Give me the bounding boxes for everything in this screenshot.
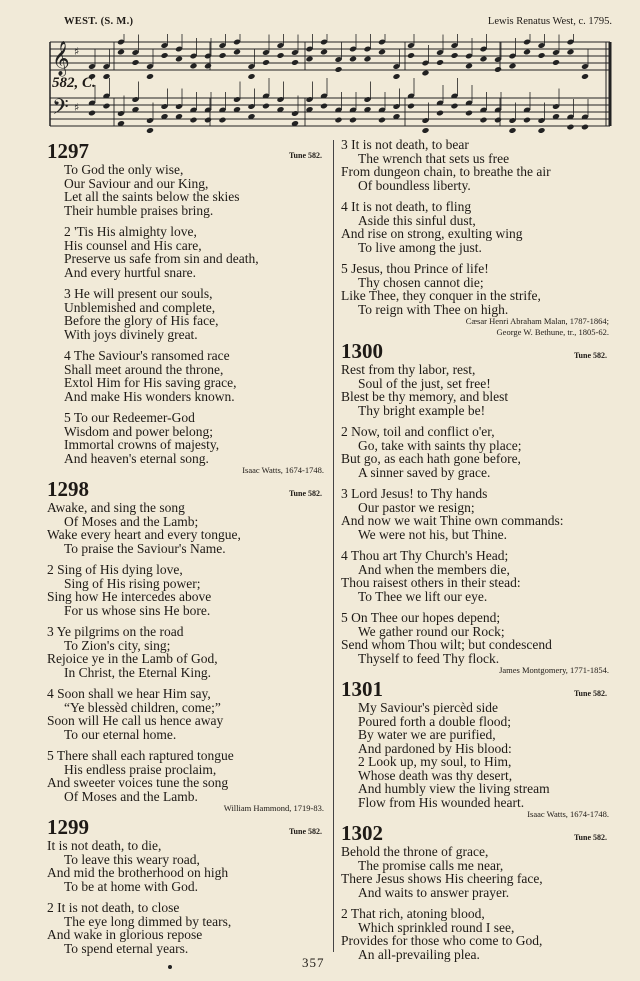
verse-line: A sinner saved by grace. bbox=[358, 464, 491, 480]
verse-line: 4 The Saviour's ransomed race bbox=[64, 348, 230, 363]
verse-line: The eye long dimmed by tears, bbox=[64, 913, 232, 929]
verse-line: And every hurtful snare. bbox=[64, 264, 196, 280]
note-head bbox=[189, 63, 197, 70]
tune-reference: Tune 582. bbox=[288, 151, 322, 160]
hymn-1300 bbox=[341, 339, 617, 676]
note-head bbox=[479, 56, 487, 63]
note-head bbox=[566, 49, 574, 56]
note-head bbox=[320, 49, 328, 56]
verse-line: There Jesus shows His cheering face, bbox=[341, 871, 543, 886]
hymn-1299 bbox=[47, 815, 332, 955]
verse-line: To Thee we lift our eye. bbox=[358, 588, 488, 604]
attribution: William Hammond, 1719-83. bbox=[223, 803, 324, 813]
note-head bbox=[508, 63, 516, 70]
verse-line: It is not death, to die, bbox=[47, 838, 162, 853]
verse-line: Our pastor we resign; bbox=[358, 499, 475, 515]
note-head bbox=[117, 49, 125, 56]
verse-line: An all-prevailing plea. bbox=[358, 946, 480, 962]
verse-line: 3 It is not death, to bear bbox=[341, 137, 469, 152]
verse-line: Of Moses and the Lamb. bbox=[64, 788, 198, 804]
attribution: Isaac Watts, 1674-1748. bbox=[242, 465, 324, 475]
verse-line: Which sprinkled round I see, bbox=[358, 919, 515, 935]
svg-text:𝄞: 𝄞 bbox=[52, 41, 70, 76]
note-head bbox=[450, 52, 458, 59]
right-column bbox=[341, 138, 617, 961]
note-head bbox=[378, 49, 386, 56]
verse-line: 2 Sing of His dying love, bbox=[47, 562, 183, 577]
note-head bbox=[175, 56, 183, 63]
verse-line: Thyself to feed Thy flock. bbox=[358, 650, 500, 666]
note-head bbox=[334, 66, 342, 73]
note-head bbox=[465, 110, 473, 117]
note-head bbox=[465, 63, 473, 70]
verse-line: Extol Him for His saving grace, bbox=[64, 375, 237, 390]
note-head bbox=[291, 59, 299, 66]
verse-line: 2 That rich, atoning blood, bbox=[341, 906, 485, 921]
svg-text:♯: ♯ bbox=[74, 101, 80, 114]
note-head bbox=[537, 52, 545, 59]
verse-line: Our Saviour and our King, bbox=[64, 175, 209, 191]
verse-line: To our eternal home. bbox=[64, 726, 177, 742]
verse-line: Their humble praises bring. bbox=[64, 202, 214, 218]
svg-text:♯: ♯ bbox=[74, 45, 80, 58]
note-head bbox=[421, 70, 429, 77]
verse-line: Rejoice ye in the Lamb of God, bbox=[47, 651, 218, 666]
verse-line: 2 Look up, my soul, to Him, bbox=[358, 754, 512, 769]
note-head bbox=[363, 56, 371, 63]
verse-line: His counsel and His care, bbox=[64, 237, 202, 253]
note-head bbox=[131, 59, 139, 66]
attribution: Cæsar Henri Abraham Malan, 1787-1864; bbox=[465, 316, 609, 326]
note-head bbox=[160, 52, 168, 59]
verse-line: Provides for those who come to God, bbox=[341, 933, 543, 948]
verse-line: 4 Soon shall we hear Him say, bbox=[47, 686, 211, 701]
page-footer bbox=[0, 955, 640, 975]
attribution: Isaac Watts, 1674-1748. bbox=[527, 809, 609, 819]
note-head bbox=[581, 124, 589, 131]
note-head bbox=[218, 52, 226, 59]
note-head bbox=[233, 49, 241, 56]
verse-line: Thy chosen cannot die; bbox=[358, 274, 484, 290]
verse-line: And rise on strong, exulting wing bbox=[341, 226, 523, 241]
tune-header bbox=[64, 16, 612, 32]
verse-line: 2 'Tis His almighty love, bbox=[64, 224, 197, 239]
verse-line: Send whom Thou wilt; but condescend bbox=[341, 637, 552, 652]
verse-line: Of Moses and the Lamb; bbox=[64, 513, 199, 529]
note-head bbox=[537, 127, 545, 134]
verse-line: To live among the just. bbox=[358, 239, 482, 255]
verse-line: 3 He will present our souls, bbox=[64, 286, 213, 301]
verse-line: Rest from thy labor, rest, bbox=[341, 362, 476, 377]
verse-line: 2 Now, toil and conflict o'er, bbox=[341, 424, 495, 439]
note-head bbox=[508, 127, 516, 134]
tune-name: WEST. (S. M.) bbox=[64, 16, 134, 27]
verse-line: Flow from His wounded heart. bbox=[358, 794, 525, 810]
note-head bbox=[204, 63, 212, 70]
hymn-1298 bbox=[47, 477, 332, 814]
note-head bbox=[523, 49, 531, 56]
verse-line: The promise calls me near, bbox=[358, 857, 504, 873]
note-head bbox=[102, 103, 110, 110]
verse-line: Blest be thy memory, and blest bbox=[341, 389, 509, 404]
column-divider bbox=[333, 140, 334, 952]
note-head bbox=[247, 73, 255, 80]
note-head bbox=[407, 52, 415, 59]
attribution: George W. Bethune, tr., 1805-62. bbox=[496, 327, 609, 337]
note-head bbox=[146, 73, 154, 80]
note-head bbox=[552, 59, 560, 66]
verse-line: We were not his, but Thine. bbox=[358, 526, 508, 542]
hymn-1299-continued bbox=[341, 138, 617, 338]
hymn-1297 bbox=[47, 139, 332, 476]
note-head bbox=[566, 124, 574, 131]
verse-line: Thy bright example be! bbox=[358, 402, 486, 418]
verse-line: And mid the brotherhood on high bbox=[47, 865, 229, 880]
hymn-number: 1300 bbox=[341, 339, 383, 363]
note-head bbox=[276, 52, 284, 59]
verse-line: 4 Thou art Thy Church's Head; bbox=[341, 548, 509, 563]
note-head bbox=[378, 117, 386, 124]
verse-line: 5 To our Redeemer-God bbox=[64, 410, 195, 425]
note-head bbox=[392, 73, 400, 80]
tune-reference: Tune 582. bbox=[288, 827, 322, 836]
verse-line: Of boundless liberty. bbox=[358, 177, 471, 193]
verse-line: To Zion's city, sing; bbox=[64, 637, 171, 653]
verse-line: Awake, and sing the song bbox=[47, 500, 185, 515]
verse-line: And pardoned by His blood: bbox=[358, 740, 512, 756]
hymn-number: 1298 bbox=[47, 477, 89, 501]
note-head bbox=[436, 59, 444, 66]
verse-line: To praise the Saviour's Name. bbox=[64, 540, 226, 556]
hymn-1301 bbox=[341, 677, 617, 820]
note-head bbox=[218, 117, 226, 124]
note-head bbox=[334, 117, 342, 124]
verse-line: And waits to answer prayer. bbox=[358, 884, 510, 900]
verse-line: 5 Jesus, thou Prince of life! bbox=[341, 261, 489, 276]
verse-line: The wrench that sets us free bbox=[358, 150, 510, 166]
verse-line: And when the members die, bbox=[358, 561, 510, 577]
verse-line: Preserve us safe from sin and death, bbox=[64, 251, 259, 266]
verse-line: 4 It is not death, to fling bbox=[341, 199, 472, 214]
verse-line: Aside this sinful dust, bbox=[358, 212, 476, 228]
note-head bbox=[450, 103, 458, 110]
verse-line: And make His wonders known. bbox=[64, 388, 235, 404]
verse-line: 3 Lord Jesus! to Thy hands bbox=[341, 486, 488, 501]
verse-line: Soon will He call us hence away bbox=[47, 713, 224, 728]
tune-reference: Tune 582. bbox=[573, 833, 607, 842]
attribution: James Montgomery, 1771-1854. bbox=[499, 665, 609, 675]
music-score bbox=[40, 34, 616, 138]
verse-line: We gather round our Rock; bbox=[358, 623, 505, 639]
verse-line: For us whose sins He bore. bbox=[64, 602, 211, 618]
note-head bbox=[349, 117, 357, 124]
verse-line: And sweeter voices tune the song bbox=[47, 775, 229, 790]
verse-line: Whose death was thy desert, bbox=[358, 767, 513, 783]
verse-line: Immortal crowns of majesty, bbox=[64, 437, 220, 452]
note-head bbox=[581, 73, 589, 80]
verse-line: Wisdom and power belong; bbox=[64, 423, 214, 439]
note-head bbox=[262, 103, 270, 110]
note-head bbox=[479, 117, 487, 124]
page-number: 357 bbox=[302, 955, 325, 970]
verse-line: With joys divinely great. bbox=[64, 326, 198, 342]
verse-line: To reign with Thee on high. bbox=[358, 301, 509, 317]
note-head bbox=[523, 117, 531, 124]
verse-line: Before the glory of His face, bbox=[64, 313, 219, 328]
verse-line: 5 On Thee our hopes depend; bbox=[341, 610, 501, 625]
verse-line: Behold the throne of grace, bbox=[341, 844, 489, 859]
tune-reference: Tune 582. bbox=[573, 351, 607, 360]
verse-line: To God the only wise, bbox=[64, 162, 184, 177]
verse-line: His endless praise proclaim, bbox=[64, 761, 217, 777]
verse-line: Wake every heart and every tongue, bbox=[47, 527, 241, 542]
left-column bbox=[47, 138, 332, 955]
hymn-number: 1297 bbox=[47, 139, 89, 163]
hymn-number: 1301 bbox=[341, 677, 383, 701]
verse-line: Go, take with saints thy place; bbox=[358, 437, 522, 453]
verse-line: Shall meet around the throne, bbox=[64, 361, 224, 377]
verse-line: And wake in glorious repose bbox=[47, 927, 203, 942]
tune-reference: Tune 582. bbox=[573, 689, 607, 698]
verse-line: To be at home with God. bbox=[64, 878, 199, 894]
tune-reference: Tune 582. bbox=[288, 489, 322, 498]
verse-line: And heaven's eternal song. bbox=[64, 450, 209, 466]
verse-line: By water we are purified, bbox=[358, 727, 496, 742]
hymn-1302 bbox=[341, 821, 617, 961]
verse-line: 5 There shall each raptured tongue bbox=[47, 748, 234, 763]
note-head bbox=[204, 117, 212, 124]
print-mark bbox=[168, 965, 172, 969]
verse-line: But go, as each hath gone before, bbox=[341, 451, 521, 466]
verse-line: Let all the saints below the skies bbox=[64, 189, 240, 204]
note-head bbox=[88, 110, 96, 117]
hymn-number: 1299 bbox=[47, 815, 89, 839]
verse-line: And now we wait Thine own commands: bbox=[341, 513, 564, 528]
verse-line: And humbly view the living stream bbox=[358, 781, 550, 796]
verse-line: Unblemished and complete, bbox=[64, 299, 216, 315]
verse-line: “Ye blessèd children, come;” bbox=[64, 699, 221, 715]
verse-line: Sing how He intercedes above bbox=[47, 589, 212, 604]
composer: Lewis Renatus West, c. 1795. bbox=[487, 16, 612, 27]
verse-line: My Saviour's piercèd side bbox=[358, 700, 499, 715]
verse-line: From dungeon chain, to breathe the air bbox=[341, 164, 551, 179]
note-head bbox=[494, 66, 502, 73]
note-head bbox=[320, 103, 328, 110]
note-head bbox=[407, 103, 415, 110]
svg-text:𝄢: 𝄢 bbox=[52, 95, 69, 125]
verse-line: Sing of His rising power; bbox=[64, 575, 201, 591]
verse-line: Poured forth a double flood; bbox=[358, 713, 511, 729]
verse-line: 2 It is not death, to close bbox=[47, 900, 180, 915]
verse-line: In Christ, the Eternal King. bbox=[64, 664, 211, 680]
note-head bbox=[305, 56, 313, 63]
verse-line: To spend eternal years. bbox=[64, 940, 189, 956]
hymn-number: 1302 bbox=[341, 821, 383, 845]
verse-line: Soul of the just, set free! bbox=[358, 375, 491, 391]
verse-line: Thou raisest others in their stead: bbox=[341, 575, 521, 590]
verse-line: 3 Ye pilgrims on the road bbox=[47, 624, 184, 639]
note-head bbox=[146, 127, 154, 134]
note-head bbox=[494, 117, 502, 124]
note-head bbox=[262, 59, 270, 66]
note-head bbox=[189, 117, 197, 124]
note-head bbox=[421, 127, 429, 134]
verse-line: Like Thee, they conquer in the strife, bbox=[341, 288, 541, 303]
score-number: 582, C. bbox=[52, 75, 96, 91]
verse-line: To leave this weary road, bbox=[64, 851, 200, 867]
note-head bbox=[436, 110, 444, 117]
note-head bbox=[349, 56, 357, 63]
